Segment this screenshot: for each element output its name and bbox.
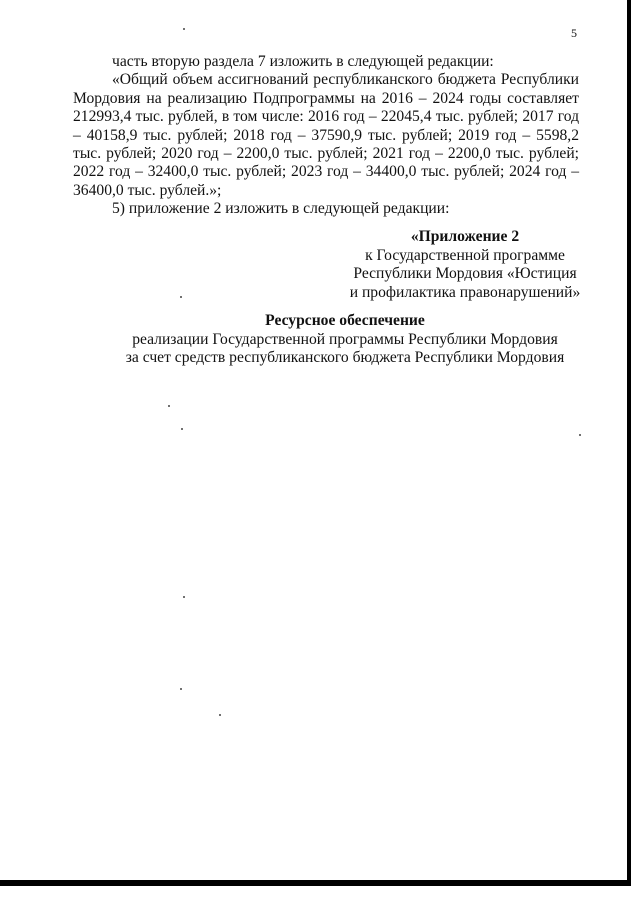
appendix-header <box>345 228 585 302</box>
scan-speck <box>579 434 581 436</box>
scan-speck <box>219 714 221 716</box>
scan-speck <box>181 428 183 430</box>
paragraph-budget-allocations: «Общий объем ассигнований республиканского бюджета Республики Мордовия на реализацию Подпрограммы на 2016 – 2024 годы составляет 212993,4 тыс. рублей, в том числе: 2016 год – 22045,4 тыс. рублей; 2017 год – 40158,9 тыс. рублей; 2018 год – 37590,9 тыс. рублей; 2019 год – 5598,2 тыс. рублей; 2020 год – 2200,0 тыс. рублей; 2021 год – 2200,0 тыс. рублей; 2022 год – 32400,0 тыс. рублей; 2023 год – 34400,0 тыс. рублей; 2024 год – 36400,0 тыс. рублей.»; <box>73 71 579 199</box>
appendix-line-1: к Государственной программе <box>365 246 565 264</box>
resource-subtitle-line-2: за счет средств республиканского бюджета Республики Мордовия <box>125 349 565 367</box>
scan-speck <box>168 405 170 407</box>
scan-bottom-margin <box>0 886 639 905</box>
paragraph-appendix-2: 5) приложение 2 изложить в следующей редакции: <box>112 200 450 218</box>
resource-title: Ресурсное обеспечение <box>265 312 425 329</box>
resource-heading <box>60 312 630 368</box>
page-number: 5 <box>571 26 577 40</box>
paragraph-section-7: часть вторую раздела 7 изложить в следующей редакции: <box>112 53 494 70</box>
appendix-line-2: Республики Мордовия «Юстиция <box>353 265 577 283</box>
resource-subtitle-line-1: реализации Государственной программы Республики Мордовия <box>132 330 558 348</box>
scan-speck <box>183 596 185 598</box>
scan-speck <box>180 296 182 298</box>
scan-speck <box>180 688 182 690</box>
appendix-title: «Приложение 2 <box>410 228 520 245</box>
scan-speck <box>183 28 185 30</box>
scan-edge-right <box>627 0 631 905</box>
body-text <box>73 53 579 219</box>
appendix-line-3: и профилактика правонарушений» <box>349 283 581 301</box>
